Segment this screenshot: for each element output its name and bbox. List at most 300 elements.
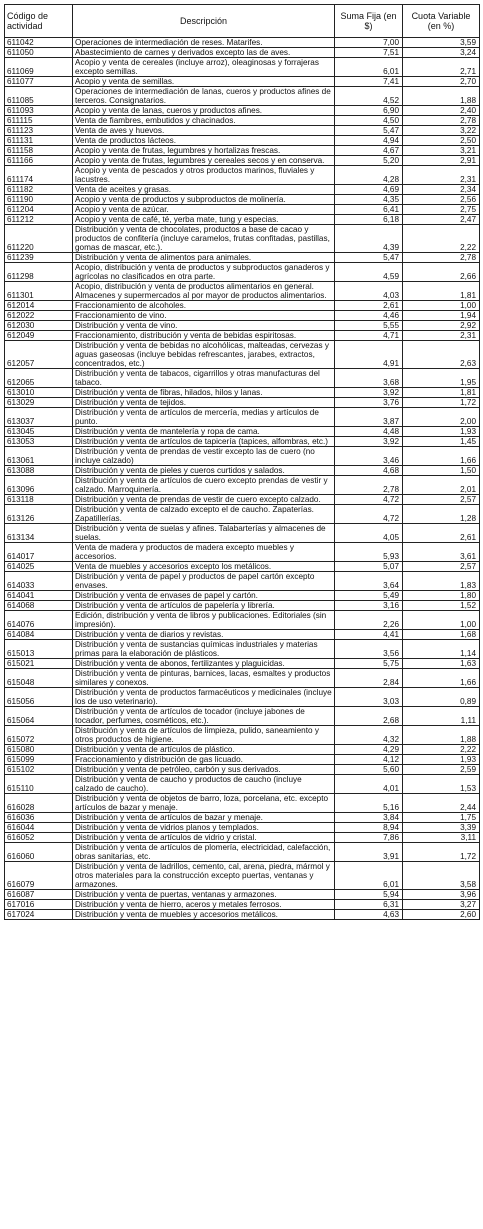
variable-rate-cell: 2,92: [403, 321, 480, 331]
fixed-amount-cell: 4,72: [335, 495, 403, 505]
fixed-amount-cell: 6,01: [335, 58, 403, 77]
table-row: [5, 900, 480, 910]
variable-rate-cell: 2,63: [403, 341, 480, 369]
variable-rate-cell: 2,57: [403, 562, 480, 572]
description-cell: Venta de aves y huevos.: [73, 126, 335, 136]
description-cell: Distribución y venta de pinturas, barnices, lacas, esmaltes y productos similares y conexos.: [73, 669, 335, 688]
fixed-amount-cell: 5,94: [335, 890, 403, 900]
fixed-amount-cell: 4,12: [335, 755, 403, 765]
activity-code-cell: 615110: [5, 775, 73, 794]
variable-rate-cell: 2,78: [403, 116, 480, 126]
fixed-amount-cell: 3,03: [335, 688, 403, 707]
description-cell: Venta de muebles y accesorios excepto los metálicos.: [73, 562, 335, 572]
table-row: [5, 225, 480, 253]
variable-rate-cell: 1,00: [403, 611, 480, 630]
table-row: [5, 669, 480, 688]
variable-rate-cell: 3,61: [403, 543, 480, 562]
activity-code-cell: 612030: [5, 321, 73, 331]
activity-code-cell: 616060: [5, 843, 73, 862]
activity-code-cell: 615013: [5, 640, 73, 659]
variable-rate-cell: 3,22: [403, 126, 480, 136]
variable-rate-cell: 0,89: [403, 688, 480, 707]
activity-code-cell: 616087: [5, 890, 73, 900]
fixed-amount-cell: 5,60: [335, 765, 403, 775]
fixed-amount-cell: 4,72: [335, 505, 403, 524]
variable-rate-cell: 1,28: [403, 505, 480, 524]
fixed-amount-cell: 4,01: [335, 775, 403, 794]
fixed-amount-cell: 5,07: [335, 562, 403, 572]
variable-rate-cell: 1,88: [403, 726, 480, 745]
table-row: [5, 301, 480, 311]
description-cell: Distribución y venta de puertas, ventanas y armazones.: [73, 890, 335, 900]
variable-rate-cell: 1,50: [403, 466, 480, 476]
table-row: [5, 388, 480, 398]
variable-rate-cell: 2,22: [403, 225, 480, 253]
variable-rate-cell: 1,66: [403, 447, 480, 466]
activity-code-cell: 614041: [5, 591, 73, 601]
fixed-amount-cell: 7,51: [335, 48, 403, 58]
description-cell: Distribución y venta de artículos de tocador (incluye jabones de tocador, perfumes, cosméticos, etc.).: [73, 707, 335, 726]
fixed-amount-cell: 4,28: [335, 166, 403, 185]
activity-code-cell: 612014: [5, 301, 73, 311]
fixed-amount-cell: 4,91: [335, 341, 403, 369]
table-row: [5, 185, 480, 195]
description-cell: Fraccionamiento de vino.: [73, 311, 335, 321]
description-cell: Distribución y venta de chocolates, productos a base de cacao y productos de confitería (incluye caramelos, frutas confitadas, pastillas, gomas de mascar, etc.).: [73, 225, 335, 253]
table-row: [5, 87, 480, 106]
activity-code-cell: 613029: [5, 398, 73, 408]
fixed-amount-cell: 5,47: [335, 126, 403, 136]
description-cell: Distribución y venta de artículos de cuero excepto prendas de vestir y calzado. Marroquinería.: [73, 476, 335, 495]
table-row: [5, 126, 480, 136]
fixed-amount-cell: 6,31: [335, 900, 403, 910]
table-row: [5, 495, 480, 505]
activity-code-cell: 613134: [5, 524, 73, 543]
description-cell: Acopio y venta de cereales (incluye arroz), oleaginosas y forrajeras excepto semillas.: [73, 58, 335, 77]
table-row: [5, 146, 480, 156]
variable-rate-cell: 3,11: [403, 833, 480, 843]
fixed-amount-cell: 8,94: [335, 823, 403, 833]
description-cell: Distribución y venta de artículos de papelería y librería.: [73, 601, 335, 611]
fixed-amount-cell: 3,92: [335, 437, 403, 447]
table-row: [5, 38, 480, 48]
activity-code-cell: 611158: [5, 146, 73, 156]
activity-code-cell: 615072: [5, 726, 73, 745]
description-cell: Operaciones de intermediación de lanas, cueros y productos afines de terceros. Consignatarios.: [73, 87, 335, 106]
table-row: [5, 843, 480, 862]
table-row: [5, 215, 480, 225]
table-row: [5, 476, 480, 495]
table-row: [5, 562, 480, 572]
description-cell: Distribución y venta de calzado excepto el de caucho. Zapaterías. Zapatillerías.: [73, 505, 335, 524]
description-cell: Distribución y venta de suelas y afines. Talabarterías y almacenes de suelas.: [73, 524, 335, 543]
variable-rate-cell: 2,91: [403, 156, 480, 166]
activity-code-cell: 614068: [5, 601, 73, 611]
table-row: [5, 116, 480, 126]
description-cell: Acopio y venta de frutas, legumbres y cereales secos y en conserva.: [73, 156, 335, 166]
table-row: [5, 156, 480, 166]
activity-code-cell: 611050: [5, 48, 73, 58]
description-cell: Distribución y venta de artículos de plomería, electricidad, calefacción, obras sanitarias, etc.: [73, 843, 335, 862]
description-cell: Distribución y venta de tabacos, cigarrillos y otras manufacturas del tabaco.: [73, 369, 335, 388]
table-row: [5, 58, 480, 77]
variable-rate-cell: 3,21: [403, 146, 480, 156]
variable-rate-cell: 1,72: [403, 843, 480, 862]
fixed-amount-cell: 7,41: [335, 77, 403, 87]
activity-code-cell: 615048: [5, 669, 73, 688]
activity-rates-table: [4, 4, 480, 920]
activity-code-cell: 611220: [5, 225, 73, 253]
activity-code-cell: 614076: [5, 611, 73, 630]
variable-rate-cell: 3,59: [403, 38, 480, 48]
description-cell: Distribución y venta de fibras, hilados, hilos y lanas.: [73, 388, 335, 398]
description-cell: Acopio y venta de azúcar.: [73, 205, 335, 215]
table-row: [5, 794, 480, 813]
table-row: [5, 524, 480, 543]
header-variable-rate: Cuota Variable (en %): [403, 5, 480, 38]
variable-rate-cell: 2,40: [403, 106, 480, 116]
variable-rate-cell: 2,44: [403, 794, 480, 813]
table-row: [5, 311, 480, 321]
description-cell: Distribución y venta de bebidas no alcohólicas, malteadas, cervezas y aguas gaseosas (incluye bebidas refrescantes, jarabes, extractos, concentrados, etc.): [73, 341, 335, 369]
activity-code-cell: 614084: [5, 630, 73, 640]
fixed-amount-cell: 4,50: [335, 116, 403, 126]
variable-rate-cell: 2,01: [403, 476, 480, 495]
fixed-amount-cell: 4,32: [335, 726, 403, 745]
variable-rate-cell: 1,93: [403, 427, 480, 437]
table-row: [5, 726, 480, 745]
variable-rate-cell: 3,39: [403, 823, 480, 833]
table-row: [5, 707, 480, 726]
description-cell: Acopio y venta de productos y subproductos de molinería.: [73, 195, 335, 205]
activity-code-cell: 611182: [5, 185, 73, 195]
fixed-amount-cell: 5,93: [335, 543, 403, 562]
fixed-amount-cell: 4,68: [335, 466, 403, 476]
fixed-amount-cell: 6,90: [335, 106, 403, 116]
table-row: [5, 331, 480, 341]
activity-code-cell: 611093: [5, 106, 73, 116]
fixed-amount-cell: 5,47: [335, 253, 403, 263]
variable-rate-cell: 1,88: [403, 87, 480, 106]
fixed-amount-cell: 4,71: [335, 331, 403, 341]
variable-rate-cell: 2,31: [403, 331, 480, 341]
activity-code-cell: 617024: [5, 910, 73, 920]
fixed-amount-cell: 4,05: [335, 524, 403, 543]
variable-rate-cell: 1,81: [403, 282, 480, 301]
variable-rate-cell: 3,96: [403, 890, 480, 900]
fixed-amount-cell: 4,46: [335, 311, 403, 321]
activity-code-cell: 616079: [5, 862, 73, 890]
description-cell: Distribución y venta de artículos de limpieza, pulido, saneamiento y otros productos de higiene.: [73, 726, 335, 745]
variable-rate-cell: 2,50: [403, 136, 480, 146]
description-cell: Distribución y venta de abonos, fertilizantes y plaguicidas.: [73, 659, 335, 669]
table-row: [5, 813, 480, 823]
variable-rate-cell: 1,14: [403, 640, 480, 659]
description-cell: Acopio y venta de frutas, legumbres y hortalizas frescas.: [73, 146, 335, 156]
description-cell: Distribución y venta de pieles y cueros curtidos y salados.: [73, 466, 335, 476]
variable-rate-cell: 2,66: [403, 263, 480, 282]
fixed-amount-cell: 4,69: [335, 185, 403, 195]
description-cell: Distribución y venta de objetos de barro, loza, porcelana, etc. excepto artículos de bazar y menaje.: [73, 794, 335, 813]
description-cell: Distribución y venta de diarios y revistas.: [73, 630, 335, 640]
activity-code-cell: 611042: [5, 38, 73, 48]
table-row: [5, 688, 480, 707]
activity-code-cell: 615064: [5, 707, 73, 726]
activity-code-cell: 613096: [5, 476, 73, 495]
activity-code-cell: 611123: [5, 126, 73, 136]
description-cell: Fraccionamiento de alcoholes.: [73, 301, 335, 311]
description-cell: Distribución y venta de ladrillos, cemento, cal, arena, piedra, mármol y otros materiales para la construcción excepto puertas, ventanas y armazones.: [73, 862, 335, 890]
table-row: [5, 591, 480, 601]
fixed-amount-cell: 4,52: [335, 87, 403, 106]
fixed-amount-cell: 7,00: [335, 38, 403, 48]
variable-rate-cell: 1,11: [403, 707, 480, 726]
activity-code-cell: 614025: [5, 562, 73, 572]
table-row: [5, 166, 480, 185]
description-cell: Acopio y venta de lanas, cueros y productos afines.: [73, 106, 335, 116]
description-cell: Venta de fiambres, embutidos y chacinados.: [73, 116, 335, 126]
description-cell: Edición, distribución y venta de libros y publicaciones. Editoriales (sin impresión).: [73, 611, 335, 630]
description-cell: Distribución y venta de prendas de vestir excepto las de cuero (no incluye calzado): [73, 447, 335, 466]
table-row: [5, 862, 480, 890]
variable-rate-cell: 1,95: [403, 369, 480, 388]
table-row: [5, 106, 480, 116]
fixed-amount-cell: 3,84: [335, 813, 403, 823]
description-cell: Distribución y venta de envases de papel y cartón.: [73, 591, 335, 601]
activity-table-page: [4, 4, 479, 920]
header-fixed-amount: Suma Fija (en $): [335, 5, 403, 38]
variable-rate-cell: 1,94: [403, 311, 480, 321]
fixed-amount-cell: 6,01: [335, 862, 403, 890]
description-cell: Operaciones de intermediación de reses. Matarifes.: [73, 38, 335, 48]
variable-rate-cell: 2,61: [403, 524, 480, 543]
table-row: [5, 659, 480, 669]
activity-code-cell: 617016: [5, 900, 73, 910]
activity-code-cell: 616028: [5, 794, 73, 813]
fixed-amount-cell: 4,94: [335, 136, 403, 146]
description-cell: Acopio, distribución y venta de productos alimentarios en general. Almacenes y supermercados al por mayor de productos alimentarios.: [73, 282, 335, 301]
variable-rate-cell: 2,59: [403, 765, 480, 775]
fixed-amount-cell: 4,48: [335, 427, 403, 437]
table-row: [5, 77, 480, 87]
fixed-amount-cell: 4,63: [335, 910, 403, 920]
variable-rate-cell: 1,53: [403, 775, 480, 794]
fixed-amount-cell: 4,41: [335, 630, 403, 640]
activity-code-cell: 613061: [5, 447, 73, 466]
variable-rate-cell: 2,31: [403, 166, 480, 185]
fixed-amount-cell: 2,78: [335, 476, 403, 495]
description-cell: Distribución y venta de vidrios planos y templados.: [73, 823, 335, 833]
fixed-amount-cell: 5,20: [335, 156, 403, 166]
fixed-amount-cell: 3,46: [335, 447, 403, 466]
fixed-amount-cell: 6,18: [335, 215, 403, 225]
activity-code-cell: 613010: [5, 388, 73, 398]
activity-code-cell: 611212: [5, 215, 73, 225]
variable-rate-cell: 2,56: [403, 195, 480, 205]
variable-rate-cell: 2,57: [403, 495, 480, 505]
description-cell: Fraccionamiento y distribución de gas licuado.: [73, 755, 335, 765]
description-cell: Distribución y venta de prendas de vestir de cuero excepto calzado.: [73, 495, 335, 505]
activity-code-cell: 611174: [5, 166, 73, 185]
description-cell: Distribución y venta de vino.: [73, 321, 335, 331]
description-cell: Distribución y venta de mantelería y ropa de cama.: [73, 427, 335, 437]
table-row: [5, 823, 480, 833]
activity-code-cell: 615056: [5, 688, 73, 707]
table-row: [5, 369, 480, 388]
variable-rate-cell: 1,81: [403, 388, 480, 398]
variable-rate-cell: 2,70: [403, 77, 480, 87]
activity-code-cell: 611085: [5, 87, 73, 106]
variable-rate-cell: 1,66: [403, 669, 480, 688]
activity-code-cell: 611077: [5, 77, 73, 87]
variable-rate-cell: 1,83: [403, 572, 480, 591]
table-row: [5, 341, 480, 369]
table-row: [5, 543, 480, 562]
fixed-amount-cell: 5,55: [335, 321, 403, 331]
table-row: [5, 833, 480, 843]
description-cell: Distribución y venta de productos farmacéuticos y medicinales (incluye los de uso veterinario).: [73, 688, 335, 707]
activity-code-cell: 616052: [5, 833, 73, 843]
activity-code-cell: 611239: [5, 253, 73, 263]
description-cell: Distribución y venta de artículos de vidrio y cristal.: [73, 833, 335, 843]
variable-rate-cell: 2,00: [403, 408, 480, 427]
activity-code-cell: 613037: [5, 408, 73, 427]
activity-code-cell: 611298: [5, 263, 73, 282]
table-row: [5, 630, 480, 640]
table-row: [5, 437, 480, 447]
table-row: [5, 447, 480, 466]
table-row: [5, 253, 480, 263]
fixed-amount-cell: 4,03: [335, 282, 403, 301]
table-row: [5, 263, 480, 282]
activity-code-cell: 616036: [5, 813, 73, 823]
description-cell: Distribución y venta de artículos de bazar y menaje.: [73, 813, 335, 823]
description-cell: Fraccionamiento, distribución y venta de bebidas espiritosas.: [73, 331, 335, 341]
activity-code-cell: 612022: [5, 311, 73, 321]
activity-code-cell: 613053: [5, 437, 73, 447]
table-row: [5, 890, 480, 900]
description-cell: Distribución y venta de tejidos.: [73, 398, 335, 408]
fixed-amount-cell: 4,35: [335, 195, 403, 205]
fixed-amount-cell: 2,26: [335, 611, 403, 630]
table-row: [5, 321, 480, 331]
table-row: [5, 611, 480, 630]
variable-rate-cell: 2,47: [403, 215, 480, 225]
activity-code-cell: 611069: [5, 58, 73, 77]
variable-rate-cell: 3,24: [403, 48, 480, 58]
description-cell: Distribución y venta de papel y productos de papel cartón excepto envases.: [73, 572, 335, 591]
variable-rate-cell: 2,60: [403, 910, 480, 920]
table-row: [5, 195, 480, 205]
activity-code-cell: 612049: [5, 331, 73, 341]
activity-code-cell: 615021: [5, 659, 73, 669]
variable-rate-cell: 2,78: [403, 253, 480, 263]
header-activity-code: Código de actividad: [5, 5, 73, 38]
description-cell: Acopio, distribución y venta de productos y subproductos ganaderos y agrícolas no clasificados en otra parte.: [73, 263, 335, 282]
description-cell: Distribución y venta de petróleo, carbón y sus derivados.: [73, 765, 335, 775]
variable-rate-cell: 1,63: [403, 659, 480, 669]
table-row: [5, 205, 480, 215]
fixed-amount-cell: 3,91: [335, 843, 403, 862]
description-cell: Acopio y venta de pescados y otros productos marinos, fluviales y lacustres.: [73, 166, 335, 185]
activity-code-cell: 611204: [5, 205, 73, 215]
fixed-amount-cell: 3,87: [335, 408, 403, 427]
table-row: [5, 136, 480, 146]
table-row: [5, 398, 480, 408]
fixed-amount-cell: 4,39: [335, 225, 403, 253]
activity-code-cell: 612065: [5, 369, 73, 388]
table-row: [5, 427, 480, 437]
table-row: [5, 910, 480, 920]
description-cell: Distribución y venta de sustancias químicas industriales y materias primas para la elaboración de plásticos.: [73, 640, 335, 659]
variable-rate-cell: 3,58: [403, 862, 480, 890]
fixed-amount-cell: 7,86: [335, 833, 403, 843]
description-cell: Acopio y venta de café, té, yerba mate, tung y especias.: [73, 215, 335, 225]
activity-code-cell: 614033: [5, 572, 73, 591]
variable-rate-cell: 2,22: [403, 745, 480, 755]
table-row: [5, 282, 480, 301]
table-row: [5, 601, 480, 611]
fixed-amount-cell: 2,84: [335, 669, 403, 688]
activity-code-cell: 614017: [5, 543, 73, 562]
variable-rate-cell: 3,27: [403, 900, 480, 910]
table-row: [5, 745, 480, 755]
variable-rate-cell: 2,34: [403, 185, 480, 195]
variable-rate-cell: 1,72: [403, 398, 480, 408]
activity-code-cell: 612057: [5, 341, 73, 369]
fixed-amount-cell: 4,67: [335, 146, 403, 156]
description-cell: Distribución y venta de artículos de plástico.: [73, 745, 335, 755]
variable-rate-cell: 1,45: [403, 437, 480, 447]
fixed-amount-cell: 6,41: [335, 205, 403, 215]
table-row: [5, 48, 480, 58]
description-cell: Distribución y venta de hierro, aceros y metales ferrosos.: [73, 900, 335, 910]
table-row: [5, 765, 480, 775]
activity-code-cell: 613126: [5, 505, 73, 524]
activity-code-cell: 611115: [5, 116, 73, 126]
activity-code-cell: 613045: [5, 427, 73, 437]
variable-rate-cell: 1,68: [403, 630, 480, 640]
description-cell: Distribución y venta de artículos de tapicería (tapices, alfombras, etc.): [73, 437, 335, 447]
table-row: [5, 466, 480, 476]
fixed-amount-cell: 3,16: [335, 601, 403, 611]
fixed-amount-cell: 3,92: [335, 388, 403, 398]
fixed-amount-cell: 2,61: [335, 301, 403, 311]
activity-code-cell: 611301: [5, 282, 73, 301]
description-cell: Venta de madera y productos de madera excepto muebles y accesorios.: [73, 543, 335, 562]
description-cell: Distribución y venta de alimentos para animales.: [73, 253, 335, 263]
fixed-amount-cell: 5,49: [335, 591, 403, 601]
variable-rate-cell: 1,00: [403, 301, 480, 311]
fixed-amount-cell: 4,29: [335, 745, 403, 755]
variable-rate-cell: 1,75: [403, 813, 480, 823]
activity-code-cell: 615102: [5, 765, 73, 775]
activity-code-cell: 615099: [5, 755, 73, 765]
fixed-amount-cell: 2,68: [335, 707, 403, 726]
description-cell: Venta de aceites y grasas.: [73, 185, 335, 195]
description-cell: Venta de productos lácteos.: [73, 136, 335, 146]
variable-rate-cell: 2,75: [403, 205, 480, 215]
table-row: [5, 640, 480, 659]
fixed-amount-cell: 3,68: [335, 369, 403, 388]
variable-rate-cell: 1,93: [403, 755, 480, 765]
description-cell: Distribución y venta de muebles y accesorios metálicos.: [73, 910, 335, 920]
activity-code-cell: 613088: [5, 466, 73, 476]
activity-code-cell: 611131: [5, 136, 73, 146]
table-header-row: [5, 5, 480, 38]
description-cell: Distribución y venta de artículos de mercería, medias y artículos de punto.: [73, 408, 335, 427]
header-description: Descripción: [73, 5, 335, 38]
